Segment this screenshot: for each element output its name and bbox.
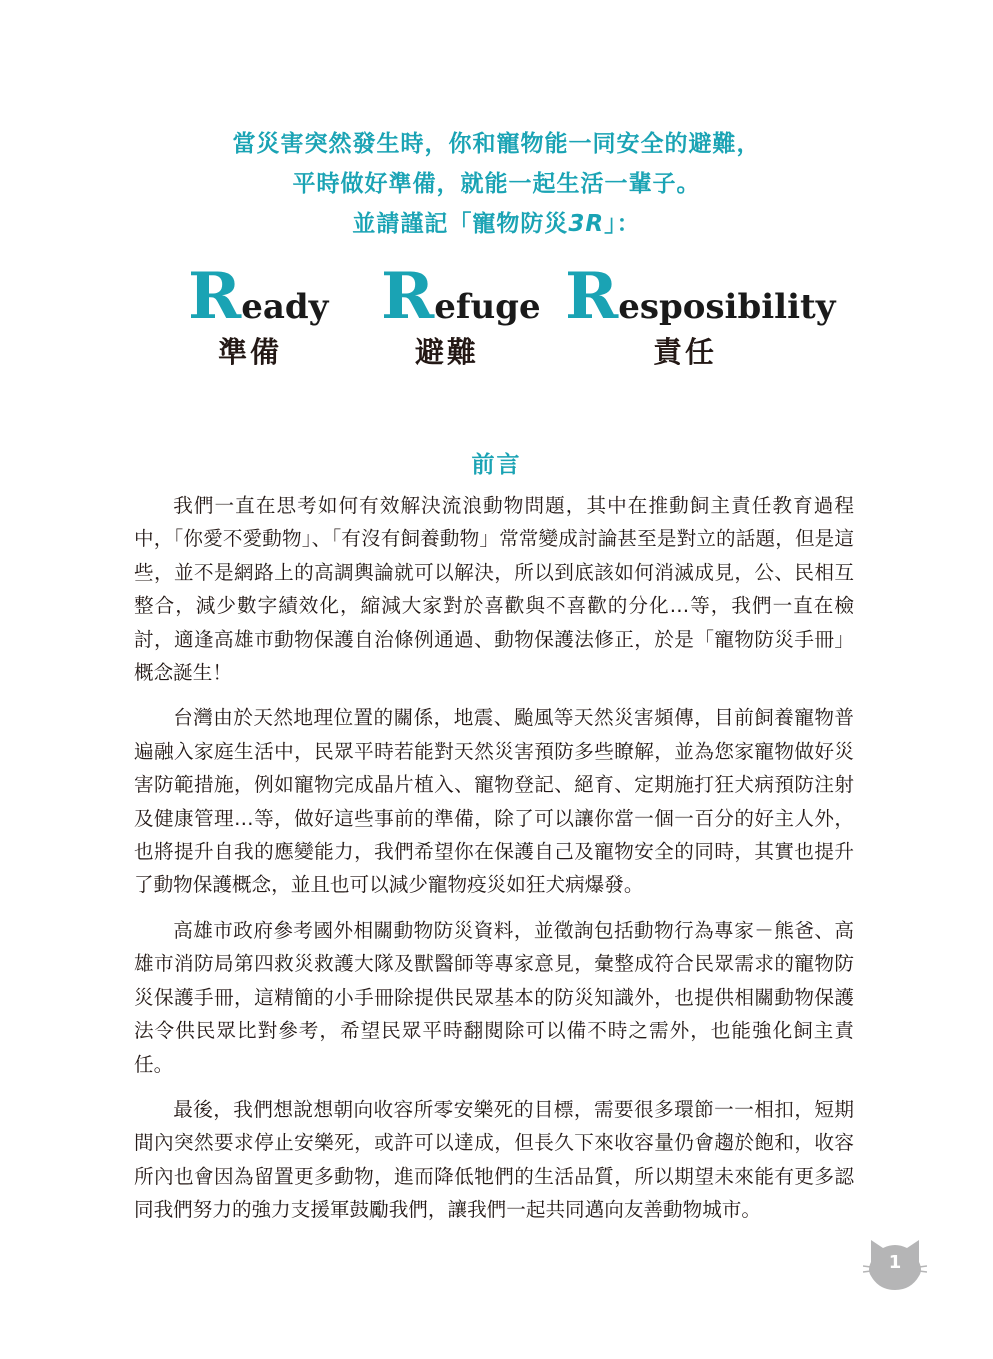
intro-line-3: [0, 204, 993, 244]
r-refuge-rest: efuge: [434, 287, 541, 327]
intro-line-1: 當災害突然發生時，你和寵物能一同安全的避難，: [232, 131, 761, 157]
preface-paragraph-2: 台灣由於天然地理位置的關係，地震、颱風等天然災害頻傳，目前飼養寵物普遍融入家庭生活中，民眾平時若能對天然災害預防多些瞭解，並為您家寵物做好災害防範措施，例如寵物完成晶片植入、寵物登記、絕育、定期施打狂犬病預防注射及健康管理…等，做好這些事前的準備，除了可以讓你當一個一百分的好主人外，也將提升自我的應變能力，我們希望你在保護自己及寵物安全的同時，其實也提升了動物保護概念，並且也可以減少寵物疫災如狂犬病爆發。: [134, 706, 854, 897]
three-r-section: [0, 259, 993, 382]
r-responsibility-chinese: 責任: [653, 335, 718, 369]
preface-paragraph-4: 最後，我們想說想朝向收容所零安樂死的目標，需要很多環節一一相扣，短期間內突然要求停止安樂死，或許可以達成，但長久下來收容量仍會趨於飽和，收容所內也會因為留置更多動物，進而降低牠們的生活品質，所以期望未來能有更多認同我們努力的強力支援軍鼓勵我們，讓我們一起共同邁向友善動物城市。: [134, 1097, 854, 1222]
r-ready-cap: R: [188, 259, 242, 334]
page-number: 1: [888, 1252, 902, 1273]
intro-line-3-suffix: 」：: [604, 211, 641, 237]
r-responsibility: [565, 259, 836, 369]
intro-heading: [0, 124, 993, 244]
r-responsibility-cap: R: [565, 259, 619, 334]
intro-line-2: 平時做好準備，就能一起生活一輩子。: [292, 171, 701, 197]
preface-title: 前言: [471, 452, 522, 478]
r-ready: [188, 259, 329, 369]
r-refuge-cap: R: [381, 259, 435, 334]
preface-body: [134, 489, 854, 1239]
page-number-badge: [863, 1232, 927, 1292]
intro-line-3-prefix: 並請謹記「寵物防災: [352, 211, 569, 237]
r-refuge-chinese: 避難: [415, 335, 480, 369]
r-refuge: [381, 259, 541, 369]
r-responsibility-rest: esposibility: [618, 287, 836, 327]
intro-line-3-3r: 3R: [568, 211, 605, 237]
r-ready-rest: eady: [241, 287, 329, 327]
preface-paragraph-1: 我們一直在思考如何有效解決流浪動物問題，其中在推動飼主責任教育過程中，「你愛不愛動物」、「有沒有飼養動物」常常變成討論甚至是對立的話題，但是這些，並不是網路上的高調輿論就可以解決，所以到底該如何消滅成見，公、民相互整合，減少數字績效化，縮減大家對於喜歡與不喜歡的分化…等，我們一直在檢討，適逢高雄市動物保護自治條例通過、動物保護法修正，於是「寵物防災手冊」概念誕生！: [134, 494, 854, 685]
r-ready-chinese: 準備: [218, 335, 283, 369]
preface-paragraph-3: 高雄市政府參考國外相關動物防災資料，並徵詢包括動物行為專家－熊爸、高雄市消防局第四救災救護大隊及獸醫師等專家意見，彙整成符合民眾需求的寵物防災保護手冊，這精簡的小手冊除提供民眾基本的防災知識外，也提供相關動物保護法令供民眾比對參考，希望民眾平時翻閱除可以備不時之需外，也能強化飼主責任。: [134, 918, 854, 1076]
